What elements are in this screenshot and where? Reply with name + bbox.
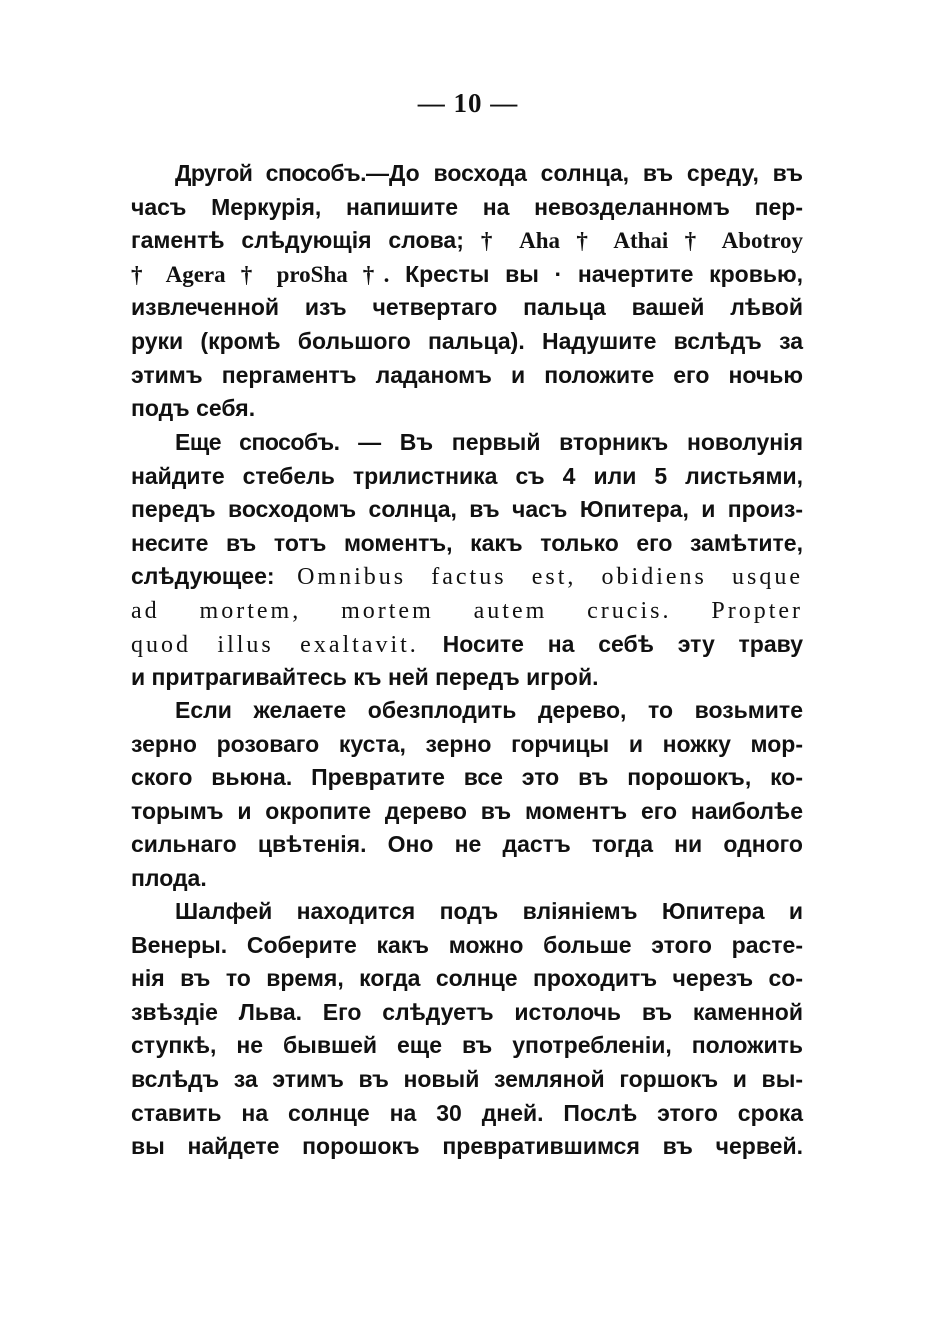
text-line [131,628,803,662]
magic-words: † Agera † proSha †. [131,261,390,287]
text-line: Если желаете обезплодить дерево, то возьмите [175,697,803,723]
text-line: зерно розоваго куста, зерно горчицы и ножку мор- [131,730,803,757]
paragraph-sterilize-tree [131,694,803,896]
text-line [131,594,803,628]
text-fragment: —До восхода солнца, въ среду, въ [366,160,803,186]
text-line: подъ себя. [131,395,256,422]
text-line: Венеры. Соберите какъ можно больше этого расте- [131,931,803,958]
text-line: часъ Меркурія, напишите на невозделанномъ пер- [131,193,803,220]
text-line: вы найдете порошокъ превратившимся въ червей. [131,1133,803,1160]
text-line: торымъ и окропите дерево въ моментъ его наиболѣе [131,797,803,824]
section-lead: Еще способъ. [175,429,340,455]
text-line: передъ восходомъ солнца, въ часъ Юпитера, и произ- [131,496,803,523]
text-line: вслѣдъ за этимъ въ новый земляной горшокъ и вы- [131,1065,803,1092]
text-line: найдите стебель трилистника съ 4 или 5 листьями, [131,462,803,489]
magic-words: † Aha † Athai † Abotroy [480,228,804,254]
latin-phrase: Omnibus factus est, obidiens usque [297,564,803,591]
text-fragment: слѣдующее: [131,563,275,590]
text-line [131,258,803,292]
page-number: — 10 — [417,88,519,118]
text-fragment: — Въ первый вторникъ новолунія [358,429,803,455]
text-line: извлеченной изъ четвертаго пальца вашей лѣвой [131,294,803,321]
text-line [131,157,803,191]
paragraph-another-method [131,426,803,695]
text-line: звѣздіе Льва. Его слѣдуетъ истолочь въ каменной [131,998,803,1025]
text-line [131,426,803,460]
section-lead: Другой способъ. [175,160,366,186]
latin-phrase: quod illus exaltavit. [131,631,419,658]
text-line: сильнаго цвѣтенія. Оно не дастъ тогда ни одного [131,831,803,858]
text-fragment: Носите на себѣ эту траву [442,630,803,657]
paragraph-sage [131,895,803,1164]
paragraph-other-method [131,157,803,426]
text-fragment: гаментѣ слѣдующія слова; [131,227,464,254]
text-line [131,560,803,594]
text-line: руки (кромѣ большого пальца). Надушите вслѣдъ за [131,327,803,354]
text-line: ставить на солнце на 30 дней. Послѣ этого срока [131,1099,803,1126]
text-line: и притрагивайтесь къ ней передъ игрой. [131,664,599,691]
text-line: этимъ пергаментъ ладаномъ и положите его ночью [131,361,803,388]
text-line: несите въ тотъ моментъ, какъ только его замѣтите, [131,529,803,556]
text-line [131,224,803,258]
text-line: нія въ то время, когда солнце проходитъ черезъ со- [131,965,803,992]
text-fragment: Кресты вы · начертите кровью, [405,260,804,287]
text-line: ского вьюна. Превратите все это въ порошокъ, ко- [131,764,803,791]
latin-phrase: ad mortem, mortem autem crucis. Propter [131,597,803,624]
text-line: Шалфей находится подъ вліяніемъ Юпитера и [175,898,803,924]
text-line: плода. [131,864,207,891]
text-line: ступкѣ, не бывшей еще въ употребленіи, положить [131,1032,803,1059]
